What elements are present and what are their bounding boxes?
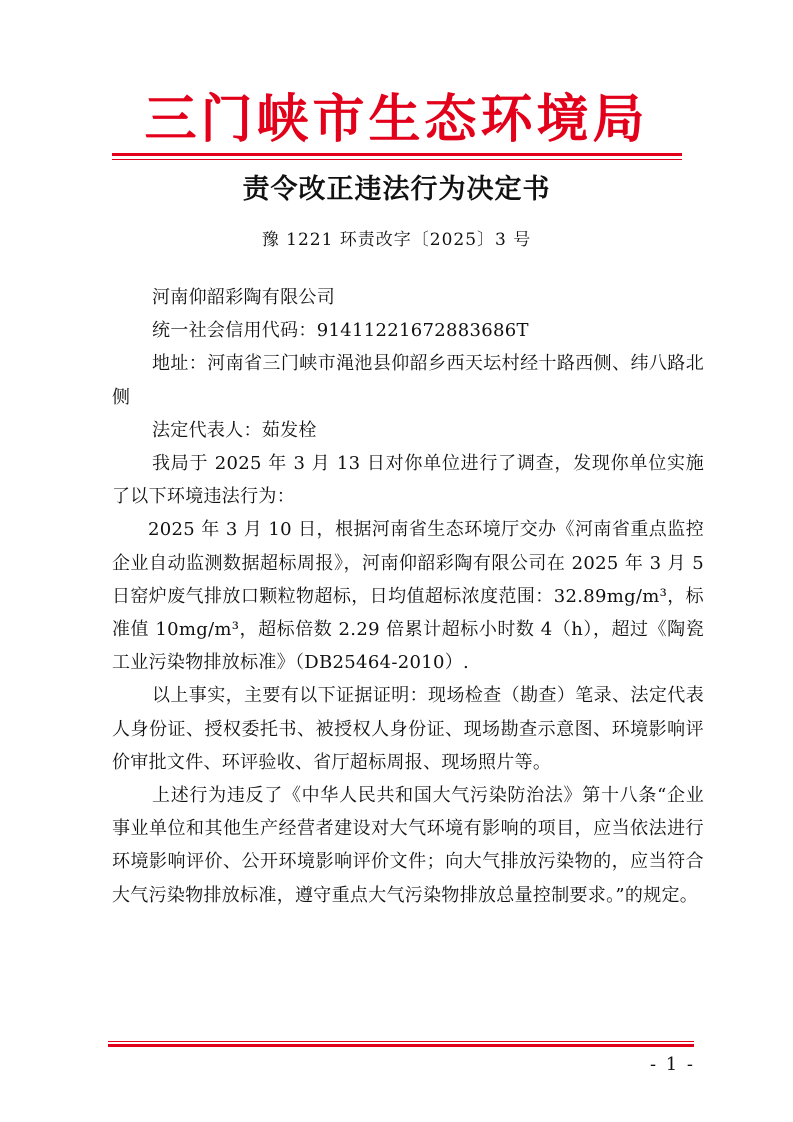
party-company: 河南仰韶彩陶有限公司 <box>152 287 335 308</box>
document-body <box>112 281 704 912</box>
party-legal-rep: 法定代表人：茹发栓 <box>152 419 317 441</box>
paragraph-violation-facts: 2025 年 3 月 10 日，根据河南省生态环境厅交办《河南省重点监控企业自动监测数据超标周报》，河南仰韶彩陶有限公司在 2025 年 3 月 5 日窑炉废气排放口颗粒物超标，日均值超标浓度范围：32.89mg/m³，标准值 10mg/m³，超标倍数 2.29 倍累计超标小时数 4（h），超过《陶瓷工业污染物排放标准》（DB25464-2010）. <box>112 519 704 674</box>
footer-rule-thick <box>108 1044 694 1047</box>
paragraph-evidence: 以上事实，主要有以下证据证明：现场检查（勘查）笔录、法定代表人身份证、授权委托书、被授权人身份证、现场勘查示意图、环境影响评价审批文件、环评验收、省厅超标周报、现场照片等。 <box>112 685 704 773</box>
party-credit-code: 统一社会信用代码：91411221672883686T <box>152 320 529 342</box>
agency-header: 三门峡市生态环境局 <box>144 89 649 150</box>
paragraph-investigation: 我局于 2025 年 3 月 13 日对你单位进行了调查，发现你单位实施了以下环境违法行为： <box>112 453 704 508</box>
header-rule-thin <box>112 159 682 160</box>
party-address: 地址：河南省三门峡市渑池县仰韶乡西天坛村经十路西侧、纬八路北侧 <box>112 353 704 408</box>
document-title: 责令改正违法行为决定书 <box>242 174 551 205</box>
paragraph-legal-basis: 上述行为违反了《中华人民共和国大气污染防治法》第十八条“企业事业单位和其他生产经营者建设对大气环境有影响的项目，应当依法进行环境影响评价、公开环境影响评价文件；向大气排放污染物的，应当符合大气污染物排放标准，遵守重点大气污染物排放总量控制要求。”的规定。 <box>112 785 704 906</box>
document-number: 豫 1221 环责改字〔2025〕3 号 <box>261 230 532 250</box>
page-number: - 1 - <box>649 1054 695 1075</box>
footer-rule-thin <box>108 1041 694 1042</box>
header-rule-thick <box>112 153 682 156</box>
